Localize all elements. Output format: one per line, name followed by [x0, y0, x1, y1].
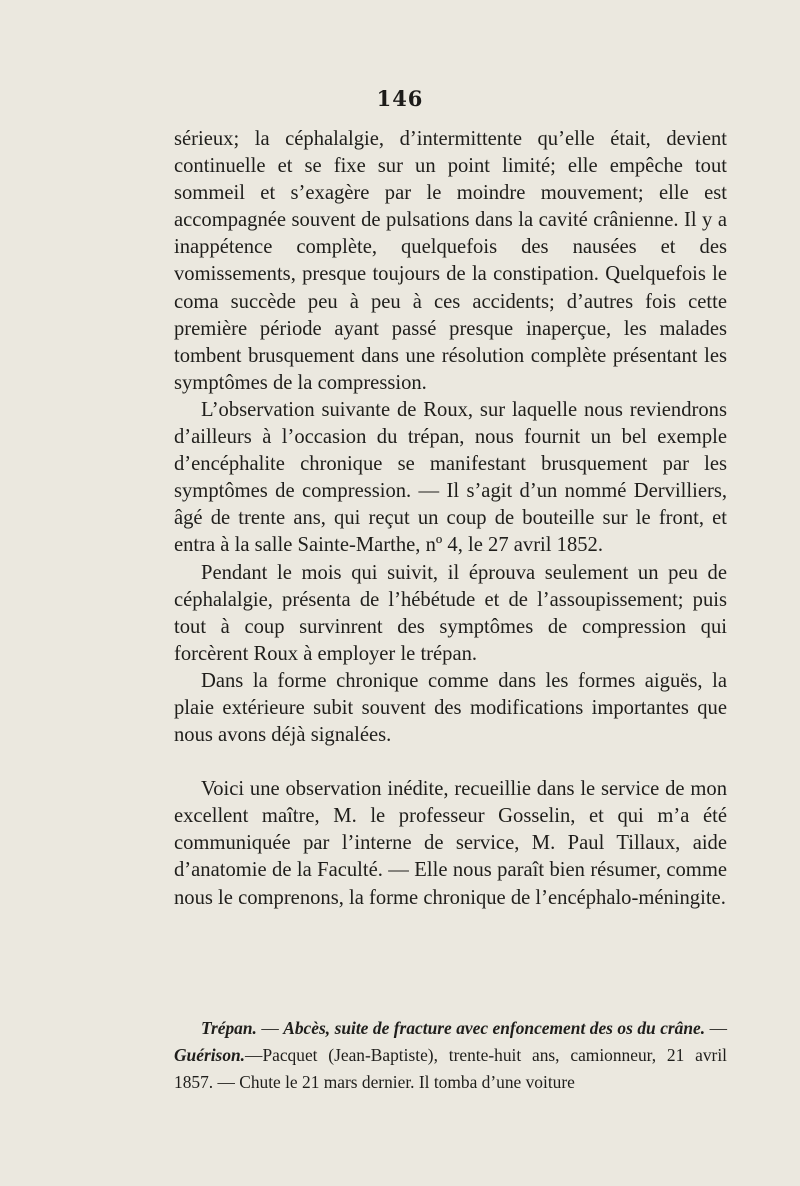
caption-label-abces: Abcès, — [283, 1018, 331, 1038]
paragraph-1: sérieux; la céphalalgie, d’intermittente qu’elle était, devient continuelle et se fixe sur un point limité; elle empêche tout sommeil et s’exagère par le moindre mouvement; elle est accompagnée souvent de pulsations dans la cavité crânienne. Il y a inappétence complète, quelquefois des nausées et des vomissements, presque toujours de la constipation. Quelquefois le coma succède peu à peu à ces accidents; d’autres fois cette première période ayant passé presque inaperçue, les malades tombent brusquement dans une résolution complète présentant les symptômes de la compression. — [174, 128, 727, 394]
body-text — [174, 126, 727, 912]
observation-caption — [174, 1015, 727, 1096]
caption-text: —Pacquet (Jean-Baptiste), trente-huit ans, camionneur, 21 avril 1857. — Chute le 21 mars dernier. Il tomba d’une voiture — [174, 1045, 727, 1093]
caption-dash-1: — — [256, 1018, 284, 1038]
paragraph-5: Voici une observation inédite, recueillie dans le service de mon excellent maître, M. le professeur Gosselin, et qui m’a été communiquée par l’interne de service, M. Paul Tillaux, aide d’anatomie de la Faculté. — Elle nous paraît bien résumer, comme nous le comprenons, la forme chronique de l’encéphalo-méningite. — [174, 778, 727, 909]
caption-title: suite de fracture avec enfoncement des os du crâne. — [330, 1018, 706, 1038]
paragraph-2: L’observation suivante de Roux, sur laquelle nous reviendrons d’ailleurs à l’occasion du trépan, nous fournit un bel exemple d’encéphalite chronique se manifestant brusquement par les symptômes de compression. — Il s’agit d’un nommé Dervilliers, âgé de trente ans, qui reçut un coup de bouteille sur le front, et entra à la salle Sainte-Marthe, nº 4, le 27 avril 1852. — [174, 398, 727, 557]
paragraph-4: Dans la forme chronique comme dans les formes aiguës, la plaie extérieure subit souvent des modifications importantes que nous avons déjà signalées. — [174, 669, 727, 747]
caption-label-trepan: Trépan. — [201, 1018, 257, 1038]
page-number: 146 — [376, 86, 424, 111]
caption-label-guerison: Guérison. — [174, 1045, 246, 1066]
paragraph-3: Pendant le mois qui suivit, il éprouva seulement un peu de céphalalgie, présenta de l’hébétude et de l’assoupissement; puis tout à coup survinrent des symptômes de compression qui forcèrent Roux à employer le trépan. — [174, 561, 727, 665]
caption-dash-2: — — [705, 1018, 727, 1038]
caption-paragraph — [174, 1015, 727, 1096]
